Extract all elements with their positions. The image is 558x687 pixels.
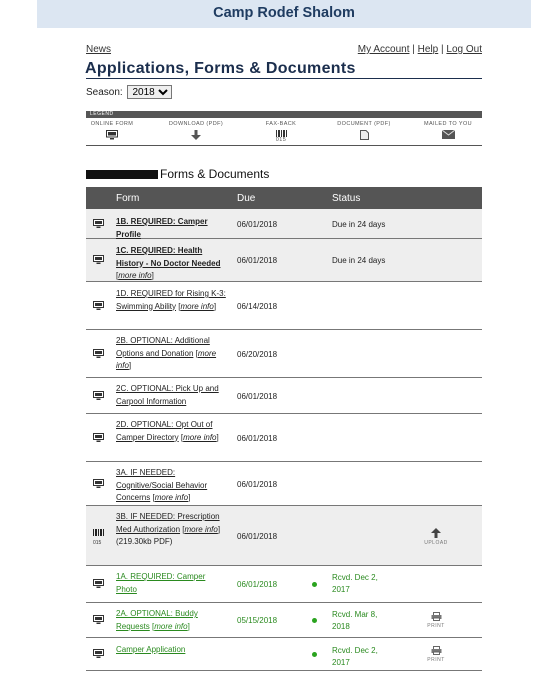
due-date: 06/14/2018 — [237, 302, 278, 311]
due-date: 06/01/2018 — [237, 480, 278, 489]
form-link[interactable]: 3A. IF NEEDED: Cognitive/Social Behavior Concerns — [116, 468, 208, 502]
more-info-link[interactable]: more info — [184, 524, 218, 534]
my-account-link[interactable]: My Account — [357, 44, 410, 55]
season-select[interactable] — [127, 85, 172, 99]
monitor-icon — [93, 479, 104, 491]
table-row — [86, 209, 482, 239]
legend-label: LEGEND — [90, 111, 114, 117]
divider — [86, 78, 482, 79]
action-label: PRINT — [427, 657, 445, 663]
table-row — [86, 414, 482, 462]
more-info-link[interactable]: more info — [118, 271, 152, 280]
due-date: 06/20/2018 — [237, 350, 278, 359]
forms-table — [86, 187, 482, 671]
status-dot — [312, 618, 317, 623]
legend-label: MAILED TO YOU — [424, 121, 472, 127]
column-header-form: Form — [116, 193, 140, 204]
table-row — [86, 282, 482, 330]
form-link[interactable]: 2B. OPTIONAL: Additional Options and Donation — [116, 336, 210, 358]
column-header-due: Due — [237, 193, 256, 204]
legend-header — [86, 111, 482, 118]
due-date: 06/01/2018 — [237, 256, 278, 265]
more-info-link[interactable]: more info — [180, 301, 214, 311]
season-selector — [86, 85, 172, 99]
form-cell: 2A. OPTIONAL: Buddy Requests [more info] — [116, 609, 198, 631]
envelope-icon — [442, 130, 455, 139]
season-label: Season: — [86, 87, 123, 98]
legend-label: DOCUMENT (PDF) — [337, 121, 391, 127]
table-row — [86, 378, 482, 414]
section-title — [86, 167, 269, 181]
separator: | — [441, 44, 444, 55]
legend-online-form — [72, 121, 152, 140]
monitor-icon — [93, 391, 104, 403]
legend-mailed — [408, 121, 488, 139]
monitor-icon — [106, 130, 118, 140]
barcode-icon — [275, 130, 287, 137]
table-row — [86, 239, 482, 282]
print-button[interactable] — [416, 646, 456, 663]
form-cell: 2D. OPTIONAL: Opt Out of Camper Directory [more info] — [116, 420, 219, 442]
monitor-icon — [93, 615, 104, 627]
barcode-icon — [93, 529, 104, 546]
status-text: Rcvd. Mar 8, 2018 — [332, 610, 378, 631]
legend — [86, 121, 482, 143]
form-cell: 3B. IF NEEDED: Prescription Med Authorization [more info] (219.30kb PDF) — [116, 511, 226, 549]
form-link[interactable]: 1B. REQUIRED: Camper Profile — [116, 217, 208, 239]
section-title-text: Forms & Documents — [160, 167, 270, 181]
more-info-link[interactable]: more info — [183, 432, 217, 442]
status-dot — [312, 652, 317, 657]
monitor-icon — [93, 433, 104, 445]
table-row — [86, 330, 482, 378]
due-date: 06/01/2018 — [237, 392, 278, 401]
form-link[interactable]: 2D. OPTIONAL: Opt Out of Camper Directory — [116, 420, 213, 442]
document-icon — [360, 130, 369, 140]
logout-link[interactable]: Log Out — [446, 44, 482, 55]
due-date: 06/01/2018 — [237, 580, 278, 589]
status-text: Due in 24 days — [332, 220, 386, 229]
due-date: 06/01/2018 — [237, 434, 278, 443]
camp-name: Camp Rodef Shalom — [213, 5, 355, 21]
legend-label: FAX-BACK — [265, 121, 297, 127]
legend-document — [324, 121, 404, 140]
upload-button[interactable] — [416, 528, 456, 546]
due-date: 05/15/2018 — [237, 616, 278, 625]
more-info-link[interactable]: more info — [116, 348, 217, 370]
monitor-icon — [93, 579, 104, 591]
monitor-icon — [93, 301, 104, 313]
form-link[interactable]: 1D. REQUIRED for Rising K-3: Swimming Ability — [116, 289, 226, 311]
more-info-link[interactable]: more info — [154, 493, 189, 502]
table-row — [86, 566, 482, 603]
form-cell — [116, 216, 226, 241]
account-links — [358, 44, 482, 55]
fax-code: 015 — [93, 540, 102, 546]
form-cell — [116, 383, 226, 408]
monitor-icon — [93, 219, 104, 231]
form-link[interactable]: 2A. OPTIONAL: Buddy Requests — [116, 609, 198, 631]
form-cell — [116, 644, 226, 657]
form-link[interactable]: Camper Application — [116, 645, 186, 654]
table-body — [86, 209, 482, 671]
status-text: Rcvd. Dec 2, 2017 — [332, 573, 378, 594]
legend-fax-back — [241, 121, 321, 143]
news-link[interactable]: News — [86, 44, 112, 55]
status-text: Rcvd. Dec 2, 2017 — [332, 646, 378, 667]
header-banner — [37, 0, 531, 28]
form-cell — [116, 571, 226, 596]
action-label: PRINT — [427, 623, 445, 629]
file-size: (219.30kb PDF) — [116, 537, 173, 546]
help-link[interactable]: Help — [417, 44, 439, 55]
monitor-icon — [93, 255, 104, 267]
print-button[interactable] — [416, 612, 456, 629]
table-row — [86, 638, 482, 671]
divider — [86, 145, 482, 146]
form-link[interactable]: 1C. REQUIRED: Health History - No Doctor Needed — [116, 246, 221, 268]
form-link[interactable]: 1A. REQUIRED: Camper Photo — [116, 572, 206, 594]
legend-label: ONLINE FORM — [90, 121, 134, 127]
column-header-status: Status — [332, 193, 361, 204]
more-info-link[interactable]: more info — [154, 621, 188, 631]
legend-download — [156, 121, 236, 140]
status-dot — [312, 582, 317, 587]
separator: | — [412, 44, 415, 55]
download-arrow-icon — [191, 130, 201, 140]
table-row — [86, 506, 482, 566]
form-cell: 3A. IF NEEDED: Cognitive/Social Behavior Concerns [more info] — [116, 468, 208, 502]
legend-label: DOWNLOAD (PDF) — [168, 121, 224, 127]
table-row — [86, 603, 482, 638]
form-link[interactable]: 3B. IF NEEDED: Prescription Med Authorization — [116, 512, 220, 534]
page-title: Applications, Forms & Documents — [85, 60, 356, 77]
form-cell: 1C. REQUIRED: Health History - No Doctor Needed [more info] — [116, 246, 221, 280]
table-header — [86, 187, 482, 209]
form-link[interactable]: 2C. OPTIONAL: Pick Up and Carpool Information — [116, 384, 219, 406]
form-cell: 2B. OPTIONAL: Additional Options and Donation [more info] — [116, 336, 217, 370]
table-row — [86, 462, 482, 506]
status-text: Due in 24 days — [332, 256, 386, 265]
monitor-icon — [93, 349, 104, 361]
due-date: 06/01/2018 — [237, 220, 278, 229]
redacted-name — [86, 170, 158, 179]
fax-code: 015 — [275, 137, 287, 143]
monitor-icon — [93, 649, 104, 661]
due-date: 06/01/2018 — [237, 532, 278, 541]
action-label: UPLOAD — [424, 540, 448, 546]
form-cell: 1D. REQUIRED for Rising K-3: Swimming Ability [more info] — [116, 289, 226, 311]
top-nav — [86, 44, 482, 55]
